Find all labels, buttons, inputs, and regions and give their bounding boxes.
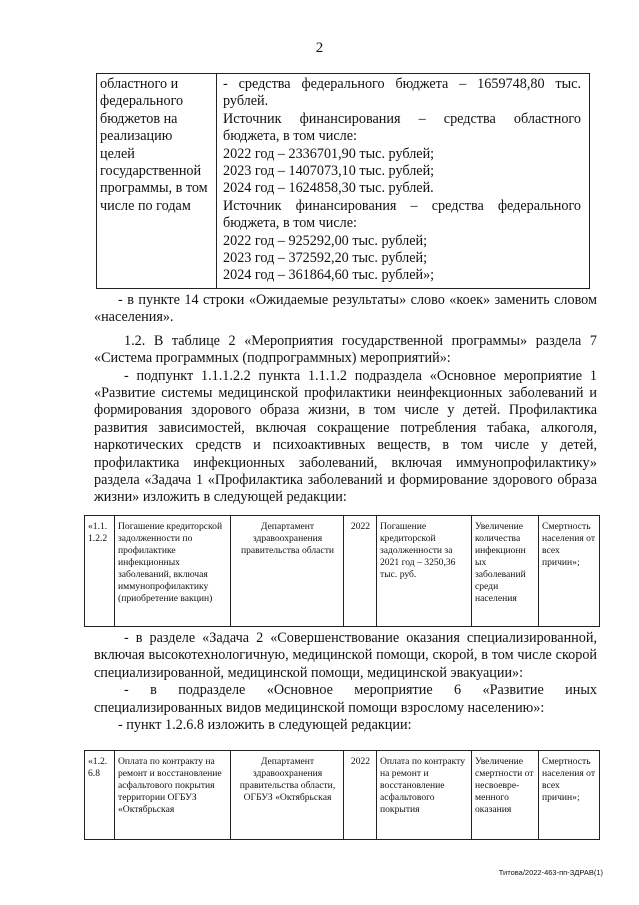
measures-table-b — [84, 750, 600, 840]
body-text-block-1 — [94, 292, 597, 507]
paragraph: - в разделе «Задача 2 «Совершенствование оказания специализированной, включая высокотехнологичную, медицинской помощи, скорой, в том числе скорой специализированной, медицинской помощи, медицинской эвакуации»: — [94, 630, 597, 681]
value-line: Источник финансирования – средства федерального — [223, 197, 581, 214]
cell-executor: Департамент здравоохранения правительства области — [231, 516, 344, 626]
cell-number: «1.1. 1.2.2 — [85, 516, 115, 626]
funding-table-label-cell — [97, 74, 217, 288]
label-line: областного и — [100, 76, 179, 92]
cell-result: Увеличение количества инфекционн ых заболеваний среди населения — [472, 516, 539, 626]
cell-finance: Погашение кредиторской задолженности за 2021 год – 3250,36 тыс. руб. — [377, 516, 472, 626]
cell-number: «1.2. 6.8 — [85, 751, 115, 839]
value-line: - средства федерального бюджета – 1659748,80 тыс. — [223, 76, 581, 92]
value-line: рублей. — [223, 93, 269, 110]
cell-measure-name: Оплата по контракту на ремонт и восстановление асфальтового покрытия территории ОГБУЗ «Октябрьская — [115, 751, 231, 839]
label-line: целей — [100, 145, 135, 162]
cell-indicator: Смертность населения от всех причин»; — [542, 756, 596, 803]
cell-finance: Оплата по контракту на ремонт и восстановление асфальтового покрытия — [377, 751, 472, 839]
value-line: 2023 год – 372592,20 тыс. рублей; — [223, 250, 428, 267]
value-line: бюджета, в том числе: — [223, 128, 357, 145]
value-line: 2023 год – 1407073,10 тыс. рублей; — [223, 163, 435, 180]
funding-table — [96, 73, 590, 289]
label-line: федерального — [100, 93, 184, 110]
cell-indicator: Смертность населения от всех причин»; — [542, 521, 596, 568]
cell-executor: Департамент здравоохранения правительства области, ОГБУЗ «Октябрьская — [231, 751, 344, 839]
label-line: бюджетов на — [100, 110, 178, 127]
value-line: 2024 год – 1624858,30 тыс. рублей. — [223, 180, 434, 197]
value-line: 2022 год – 925292,00 тыс. рублей; — [223, 232, 428, 249]
body-text-block-2 — [94, 630, 597, 734]
cell-result: Увеличение смертности от несвоевре-менного оказания — [472, 751, 539, 839]
paragraph: 1.2. В таблице 2 «Мероприятия государственной программы» раздела 7 «Система программных (подпрограммных) мероприятий»: — [94, 332, 597, 367]
label-line: числе по годам — [100, 197, 191, 214]
value-line: 2022 год – 2336701,90 тыс. рублей; — [223, 145, 435, 162]
paragraph: - в подразделе «Основное мероприятие 6 «Развитие иных специализированных видов медицинской помощи взрослому населению»: — [94, 682, 597, 716]
label-line: реализацию — [100, 128, 173, 145]
paragraph: - подпункт 1.1.1.2.2 пункта 1.1.1.2 подраздела «Основное мероприятие 1 «Развитие системы медицинской профилактики неинфекционных заболеваний и формирования здорового образа жизни, в том числе у детей. Профилактика развития зависимостей, включая сокращение потребления табака, алкоголя, наркотических средств и психоактивных веществ, в том числе у детей, профилактика инфекционных заболеваний, включая иммунопрофилактику» раздела «Задача 1 «Профилактика заболеваний и формирование здорового образа жизни» изложить в следующей редакции: — [94, 367, 597, 506]
paragraph: - в пункте 14 строки «Ожидаемые результаты» слово «коек» заменить словом «населения». — [94, 292, 597, 326]
document-footer-code: Титова/2022-463-пп-ЗДРАВ(1) — [498, 868, 603, 877]
value-line: 2024 год – 361864,60 тыс. рублей»; — [223, 267, 435, 284]
paragraph: - пункт 1.2.6.8 изложить в следующей редакции: — [118, 717, 412, 734]
cell-measure-name: Погашение кредиторской задолженности по профилактике инфекционных заболеваний, включая иммунопрофилактику (приобретение вакцин) — [115, 516, 231, 626]
measures-table-a — [84, 515, 600, 627]
cell-year: 2022 — [344, 516, 377, 626]
label-line: государственной — [100, 163, 202, 180]
cell-year: 2022 — [344, 751, 377, 839]
value-line: бюджета, в том числе: — [223, 215, 357, 232]
label-line: программы, в том — [100, 180, 208, 197]
value-line: Источник финансирования – средства областного — [223, 110, 581, 127]
funding-table-value-cell — [217, 74, 589, 288]
page-number: 2 — [315, 40, 324, 56]
